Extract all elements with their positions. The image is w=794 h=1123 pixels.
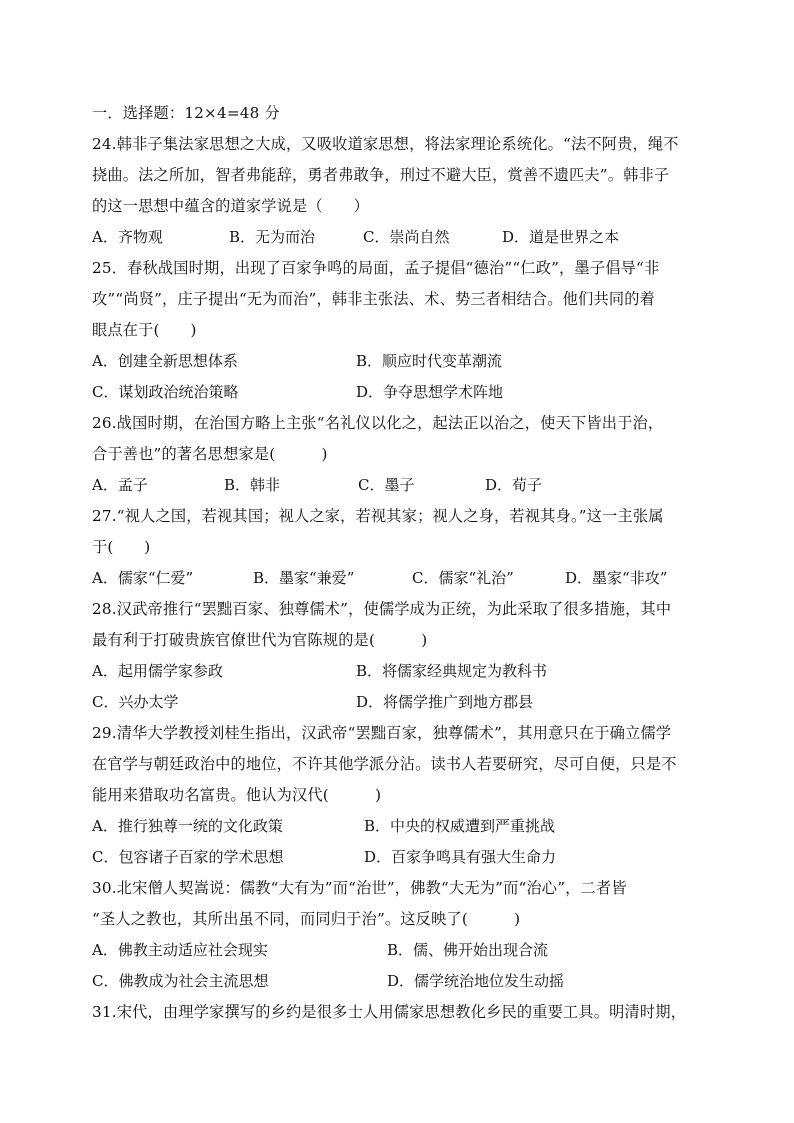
question-text-line: 25．春秋战国时期，出现了百家争鸣的局面，孟子提倡“德治”“仁政”，墨子倡导“非 <box>92 259 660 277</box>
question-30 <box>92 873 704 997</box>
question-text-line: 的这一思想中蕴含的道家学说是（ ） <box>92 197 369 215</box>
option-d: D．争夺思想学术阵地 <box>356 383 504 401</box>
option-row <box>92 377 704 408</box>
option-d: D．百家争鸣具有强大生命力 <box>364 848 557 866</box>
option-a: A．推行独尊一统的文化政策 <box>92 817 283 835</box>
option-a: A．起用儒学家参政 <box>92 662 223 680</box>
question-text-line: 24.韩非子集法家思想之大成，又吸收道家思想，将法家理论系统化。“法不阿贵，绳不 <box>92 135 679 153</box>
question-27 <box>92 501 704 594</box>
option-row <box>92 935 704 966</box>
option-c: C．包容诸子百家的学术思想 <box>92 848 284 866</box>
question-text-line: “圣人之教也，其所出虽不同，而同归于治”。这反映了( ) <box>92 910 521 928</box>
option-c: C．谋划政治统治策略 <box>92 383 239 401</box>
question-text-line: 28.汉武帝推行“罢黜百家、独尊儒术”，使儒学成为正统，为此采取了很多措施，其中 <box>92 600 672 618</box>
option-b: B．中央的权威遭到严重挑战 <box>364 817 556 835</box>
question-text-line: 合于善也”的著名思想家是( ) <box>92 445 328 463</box>
question-text-line: 眼点在于( ) <box>92 321 197 339</box>
question-text-line: 挠曲。法之所加，智者弗能辞，勇者弗敢争，刑过不避大臣，赏善不遗匹夫”。韩非子 <box>92 166 670 184</box>
question-31 <box>92 997 704 1028</box>
question-text-line: 27.“视人之国，若视其国；视人之家，若视其家；视人之身，若视其身。”这一主张属 <box>92 507 664 525</box>
question-text-line: 能用来猎取功名富贵。他认为汉代( ) <box>92 786 382 804</box>
question-text-line: 26.战国时期，在治国方略上主张“名礼仪以化之，起法正以治之，使天下皆出于治， <box>92 414 664 432</box>
option-a: A．孟子 <box>92 476 148 494</box>
option-b: B．将儒家经典规定为教科书 <box>356 662 548 680</box>
option-a: A．创建全新思想体系 <box>92 352 238 370</box>
option-c: C．儒家“礼治” <box>412 569 514 587</box>
option-b: B．韩非 <box>224 476 281 494</box>
question-text-line: 29.清华大学教授刘桂生指出，汉武帝“罢黜百家，独尊儒术”，其用意只在于确立儒学 <box>92 724 672 742</box>
option-row <box>92 346 704 377</box>
option-c: C．佛教成为社会主流思想 <box>92 972 269 990</box>
section-title: 一．选择题：12×4=48 分 <box>92 104 280 122</box>
option-row <box>92 842 704 873</box>
option-c: C．墨子 <box>358 476 415 494</box>
option-d: D．将儒学推广到地方郡县 <box>356 693 534 711</box>
question-text-line: 于( ) <box>92 538 151 556</box>
question-text-line: 在官学与朝廷政治中的地位，不许其他学派分沾。读书人若要研究，尽可自便，只是不 <box>92 755 677 773</box>
option-a: A．儒家“仁爱” <box>92 569 194 587</box>
option-row <box>92 687 704 718</box>
question-text-line: 30.北宋僧人契嵩说：儒教“大有为”而“治世”，佛教“大无为”而“治心”，二者皆 <box>92 879 627 897</box>
exam-page <box>92 98 704 1028</box>
option-a: A．佛教主动适应社会现实 <box>92 941 268 959</box>
option-row <box>92 811 704 842</box>
option-row <box>92 966 704 997</box>
option-row <box>92 656 704 687</box>
question-24 <box>92 129 704 253</box>
option-b: B．墨家“兼爱” <box>253 569 355 587</box>
option-b: B．无为而治 <box>229 228 316 246</box>
option-d: D．道是世界之本 <box>502 228 620 246</box>
question-29 <box>92 718 704 873</box>
option-d: D．墨家“非攻” <box>565 569 668 587</box>
option-b: B．儒、佛开始出现合流 <box>387 941 549 959</box>
option-row <box>92 222 704 253</box>
option-c: C．崇尚自然 <box>363 228 450 246</box>
option-row <box>92 563 704 594</box>
question-25 <box>92 253 704 408</box>
option-d: D．荀子 <box>485 476 543 494</box>
question-text-line: 最有利于打破贵族官僚世代为官陈规的是( ) <box>92 631 428 649</box>
option-b: B．顺应时代变革潮流 <box>356 352 503 370</box>
question-26 <box>92 408 704 501</box>
question-text-line: 攻”“尚贤”，庄子提出“无为而治”，韩非主张法、术、势三者相结合。他们共同的着 <box>92 290 655 308</box>
option-a: A．齐物观 <box>92 228 163 246</box>
question-text-line: 31.宋代，由理学家撰写的乡约是很多士人用儒家思想教化乡民的重要工具。明清时期， <box>92 1003 687 1021</box>
option-c: C．兴办太学 <box>92 693 179 711</box>
option-row <box>92 470 704 501</box>
question-28 <box>92 594 704 718</box>
option-d: D．儒学统治地位发生动摇 <box>387 972 565 990</box>
